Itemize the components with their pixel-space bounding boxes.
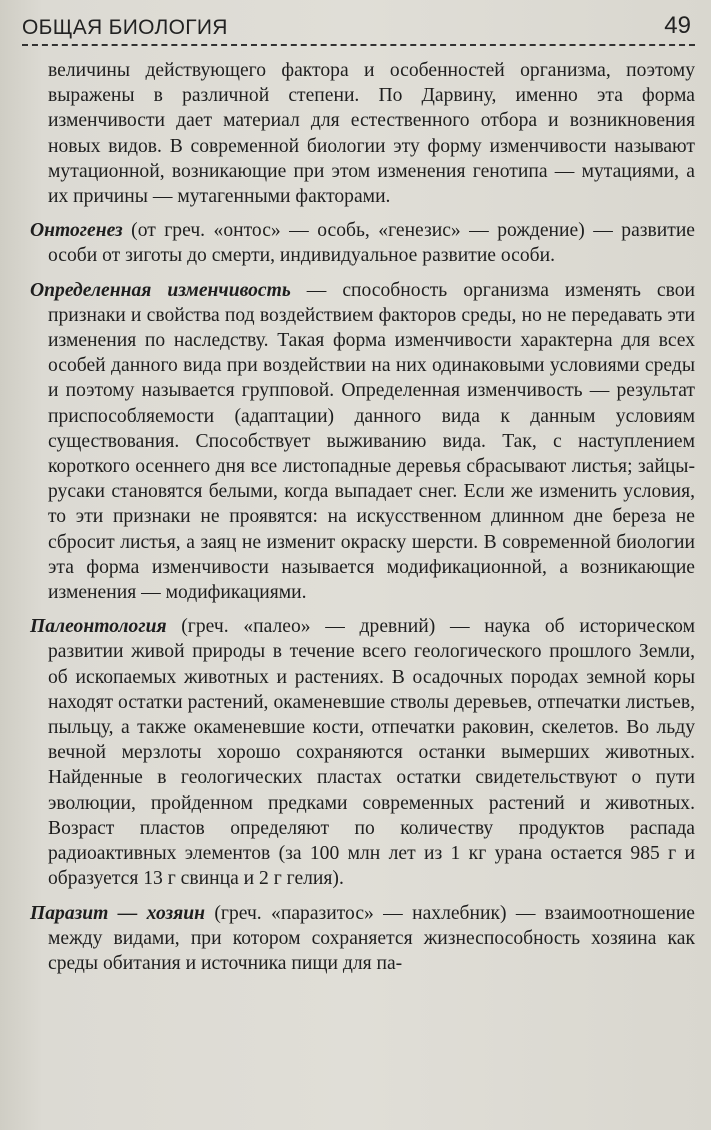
glossary-definition: (от греч. «онтос» — особь, «генезис» — рождение) — развитие особи от зиготы до смерти, индивидуальное развитие особи. [48, 220, 695, 267]
glossary-definition: (греч. «паразитос» — нахлебник) — взаимоотношение между видами, при котором сохраняется жизнеспособность хозяина как среды обитания и источника пищи для па- [48, 902, 695, 974]
glossary-entry-definite-variability [30, 278, 695, 606]
glossary-term: Паразит — хозяин [30, 902, 206, 924]
paragraph-text: величины действующего фактора и особенностей организма, поэтому выражены в различной степени. По Дарвину, именно эта форма изменчивости дает материал для естественного отбора и возникновения новых видов. В современной биологии эту форму изменчивости называют мутационной, возникающие при этом изменения генотипа — мутациями, а их причины — мутагенными факторами. [48, 60, 695, 208]
page-number: 49 [664, 12, 691, 39]
page-header [22, 10, 695, 46]
page-body [30, 58, 695, 976]
paragraph-continuation [30, 58, 695, 209]
glossary-term: Онтогенез [30, 220, 123, 242]
glossary-definition: — способность организма изменять свои признаки и свойства под воздействием факторов среды, но не передавать эти изменения по наследству. Такая форма изменчивости характерна для всех особей данного вида при воздействии на них одинаковыми условиями среды и поэтому называется групповой. Определенная изменчивость — результат приспособляемости (адаптации) данного вида к данным условиям существования. Способствует выживанию вида. Так, с наступлением короткого осеннего дня все листопадные деревья сбрасывают листья; зайцы-русаки становятся белыми, когда выпадает снег. Если же изменить условия, то эти признаки не проявятся: на искусственном длинном дне береза не сбросит листья, а заяц не изменит окраску шерсти. В современной биологии эта форма изменчивости называется модификационной, а возникающие изменения — модификациями. [48, 279, 696, 604]
running-head: ОБЩАЯ БИОЛОГИЯ [22, 16, 228, 39]
glossary-definition: (греч. «палео» — древний) — наука об историческом развитии живой природы в течение всего геологического прошлого Земли, об ископаемых животных и растениях. В осадочных породах земной коры находят остатки растений, окаменевшие стволы деревьев, отпечатки листьев, пыльцу, а также окаменевшие кости, отпечатки раковин, скелетов. Во льду вечной мерзлоты хорошо сохраняются останки вымерших животных. Найденные в геологических пластах остатки свидетельствуют о пути эволюции, пройденном предками современных растений и животных. Возраст пластов определяют по количеству продуктов распада радиоактивных элементов (за 100 млн лет из 1 кг урана остается 985 г и образуется 13 г свинца и 2 г гелия). [48, 616, 695, 890]
glossary-entry-parasite-host [30, 901, 695, 977]
glossary-term: Палеонтология [30, 616, 167, 638]
glossary-entry-ontogenesis [30, 218, 695, 268]
glossary-entry-paleontology [30, 614, 695, 891]
glossary-term: Определенная изменчивость [30, 279, 291, 301]
